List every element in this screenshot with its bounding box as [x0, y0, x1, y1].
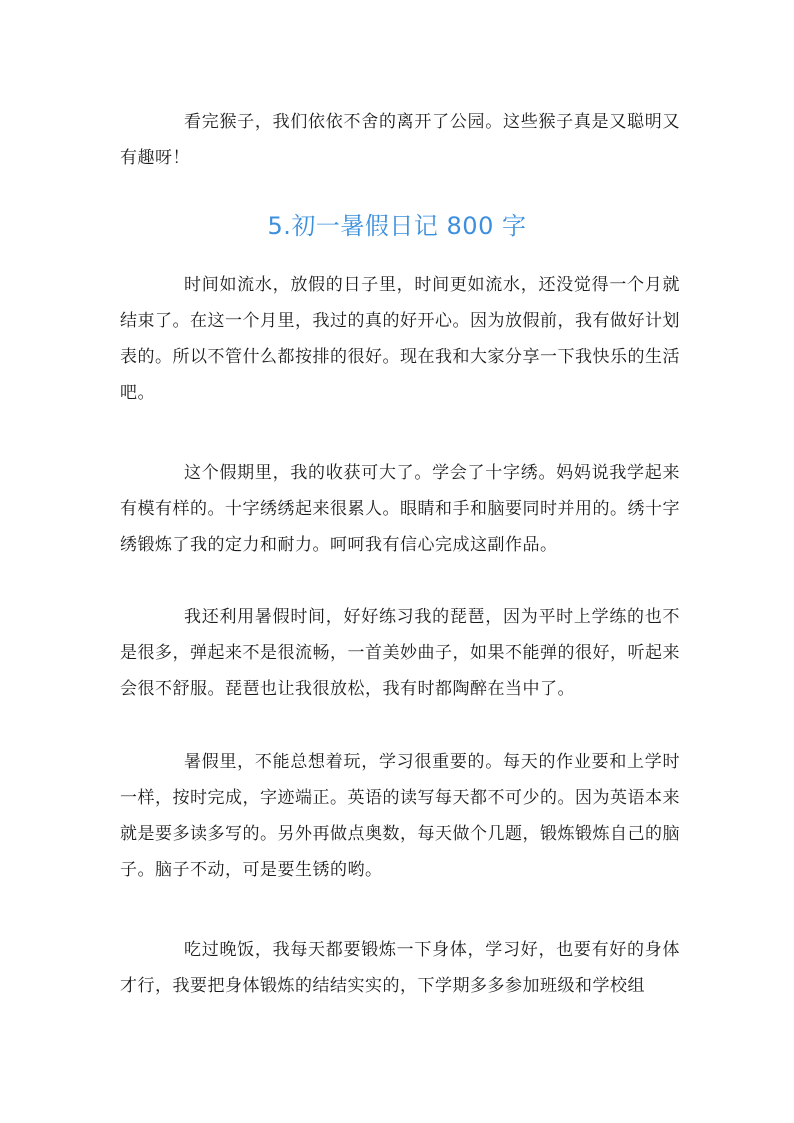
paragraph: 吃过晚饭，我每天都要锻炼一下身体，学习好，也要有好的身体才行，我要把身体锻炼的结结实实的，下学期多多参加班级和学校组 [120, 940, 680, 996]
paragraph: 我还利用暑假时间，好好练习我的琵琶，因为平时上学练的也不是很多，弹起来不是很流畅，一首美妙曲子，如果不能弹的很好，听起来会很不舒服。琵琶也让我很放松，我有时都陶醉在当中了。 [120, 607, 680, 699]
paragraph: 这个假期里，我的收获可大了。学会了十字绣。妈妈说我学起来有模有样的。十字绣绣起来很累人。眼睛和手和脑要同时并用的。绣十字绣锻炼了我的定力和耐力。呵呵我有信心完成这副作品。 [120, 463, 680, 555]
paragraph: 时间如流水，放假的日子里，时间更如流水，还没觉得一个月就结束了。在这一个月里，我过的真的好开心。因为放假前，我有做好计划表的。所以不管什么都按排的很好。现在我和大家分享一下我快乐的生活吧。 [120, 275, 680, 403]
paragraph: 暑假里，不能总想着玩，学习很重要的。每天的作业要和上学时一样，按时完成，字迹端正。英语的读写每天都不可少的。因为英语本来就是要多读多写的。另外再做点奥数，每天做个几题，锻炼锻炼自己的脑子。脑子不动，可是要生锈的哟。 [120, 752, 680, 880]
section-title: 5.初一暑假日记 800 字 [267, 212, 527, 240]
intro-paragraph: 看完猴子，我们依依不舍的离开了公园。这些猴子真是又聪明又有趣呀！ [120, 112, 680, 168]
